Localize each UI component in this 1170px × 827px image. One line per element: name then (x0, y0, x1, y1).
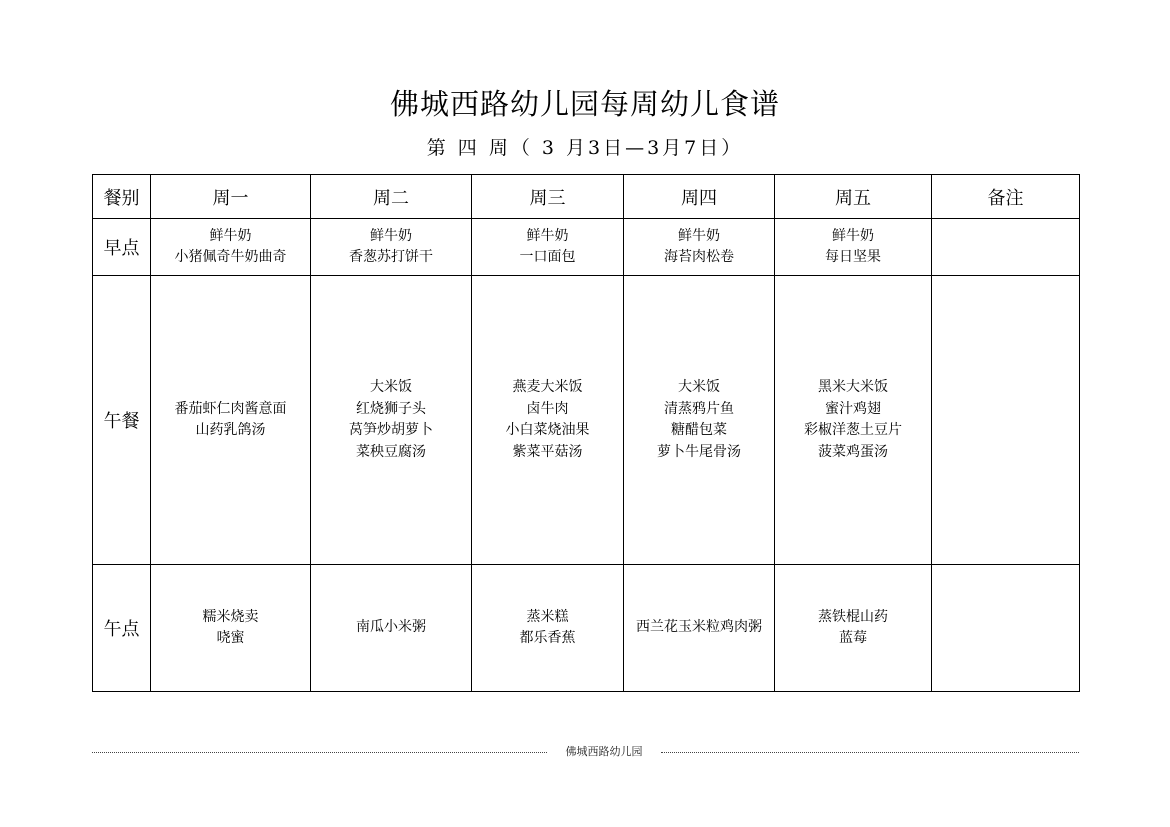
week-subtitle: 第 四 周（ 3 月3日—3月7日） (426, 137, 744, 159)
menu-item: 大米饭 (370, 379, 412, 395)
row-label-breakfast: 早点 (93, 219, 151, 276)
breakfast-remarks-cell (932, 219, 1080, 276)
header-thursday: 周四 (624, 175, 775, 219)
menu-item: 糯米烧卖 (202, 608, 259, 625)
row-label-snack: 午点 (93, 565, 151, 692)
menu-item: 菠菜鸡蛋汤 (818, 443, 888, 460)
menu-item: 紫菜平菇汤 (512, 443, 583, 460)
menu-item: 每日坚果 (825, 249, 881, 265)
footer-text: 佛城西路幼儿园 (565, 745, 643, 758)
weekly-menu-table (92, 174, 1080, 692)
menu-item: 西兰花玉米粒鸡肉粥 (636, 619, 762, 636)
snack-friday-cell (775, 565, 932, 692)
menu-item: 番茄虾仁肉酱意面 (174, 400, 287, 417)
menu-item: 小猪佩奇牛奶曲奇 (174, 249, 287, 265)
table-row-breakfast (93, 219, 1080, 276)
breakfast-thursday-cell (624, 219, 775, 276)
menu-item: 清蒸鸦片鱼 (664, 400, 734, 417)
menu-item: 莴笋炒胡萝卜 (349, 422, 433, 438)
snack-wednesday-cell (472, 565, 624, 692)
menu-item: 南瓜小米粥 (356, 619, 426, 636)
menu-item: 鲜牛奶 (832, 227, 874, 244)
menu-item: 小白菜烧油果 (505, 422, 590, 438)
menu-item: 菜秧豆腐汤 (356, 443, 426, 460)
menu-item: 彩椒洋葱土豆片 (804, 422, 902, 438)
header-tuesday: 周二 (311, 175, 472, 219)
table-row-snack (93, 565, 1080, 692)
header-meal-type: 餐别 (93, 175, 151, 219)
menu-item: 香葱苏打饼干 (349, 249, 433, 265)
lunch-tuesday-cell (311, 276, 472, 565)
table-row-lunch (93, 276, 1080, 565)
snack-monday-cell (151, 565, 311, 692)
header-monday: 周一 (151, 175, 311, 219)
lunch-thursday-cell (624, 276, 775, 565)
breakfast-monday-cell (151, 219, 311, 276)
menu-item: 蓝莓 (839, 630, 867, 646)
menu-item: 黑米大米饭 (818, 379, 888, 395)
menu-item: 大米饭 (678, 379, 720, 395)
menu-item: 萝卜牛尾骨汤 (657, 443, 741, 460)
breakfast-wednesday-cell (472, 219, 624, 276)
menu-item: 都乐香蕉 (519, 630, 576, 646)
table-header-row (93, 175, 1080, 219)
menu-item: 哓蜜 (216, 630, 245, 646)
menu-item: 一口面包 (519, 249, 576, 265)
menu-item: 鲜牛奶 (526, 227, 569, 244)
lunch-monday-cell (151, 276, 311, 565)
menu-item: 卤牛肉 (526, 400, 569, 417)
menu-item: 燕麦大米饭 (512, 379, 583, 395)
menu-item: 山药乳鸽汤 (195, 422, 266, 438)
header-friday: 周五 (775, 175, 932, 219)
menu-item: 鲜牛奶 (370, 227, 412, 244)
page-footer (92, 744, 1079, 760)
menu-item: 糖醋包菜 (671, 422, 727, 438)
menu-item: 蒸铁棍山药 (818, 608, 888, 625)
snack-thursday-cell (624, 565, 775, 692)
header-remarks: 备注 (932, 175, 1080, 219)
footer-divider-right (661, 752, 1079, 753)
lunch-remarks-cell (932, 276, 1080, 565)
lunch-friday-cell (775, 276, 932, 565)
breakfast-friday-cell (775, 219, 932, 276)
footer-divider-left (92, 752, 547, 753)
lunch-wednesday-cell (472, 276, 624, 565)
row-label-lunch: 午餐 (93, 276, 151, 565)
menu-item: 鲜牛奶 (678, 227, 720, 244)
breakfast-tuesday-cell (311, 219, 472, 276)
snack-tuesday-cell (311, 565, 472, 692)
menu-item: 蜜汁鸡翅 (825, 400, 881, 417)
menu-item: 海苔肉松卷 (664, 249, 734, 265)
page-title: 佛城西路幼儿园每周幼儿食谱 (389, 87, 780, 121)
snack-remarks-cell (932, 565, 1080, 692)
header-wednesday: 周三 (472, 175, 624, 219)
menu-item: 红烧狮子头 (356, 400, 426, 417)
menu-item: 鲜牛奶 (209, 227, 252, 244)
menu-item: 蒸米糕 (526, 608, 569, 625)
